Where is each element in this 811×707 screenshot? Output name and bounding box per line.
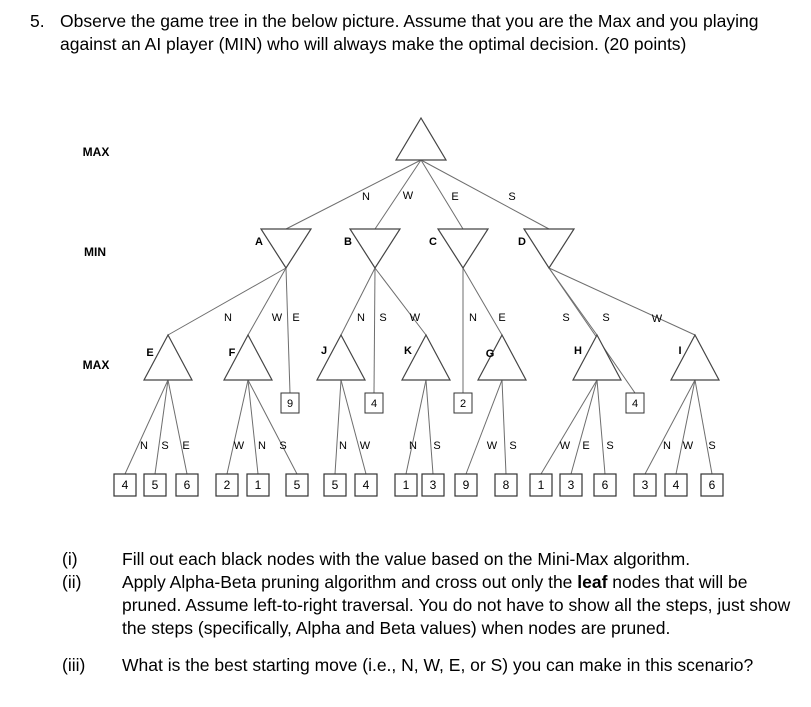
mid-leaf-value: 2 [459,398,467,410]
max-node-K [402,335,450,380]
min-move-label: W [271,312,283,324]
max-node-I [671,335,719,380]
max-move-label: N [140,440,148,452]
task-number-iii: (iii) [62,655,86,675]
min-move-label: N [224,312,232,324]
edge-max-leaf [597,380,605,474]
task-text-i: Fill out each black nodes with the value based on the Mini-Max algorithm. [122,549,691,569]
min-move-label: W [651,313,663,325]
leaf-value: 5 [151,478,159,492]
max-move-label: W [486,440,498,452]
max-move-label: N [258,440,266,452]
max-node-label: F [228,347,236,359]
task-text-ii-part1: Apply Alpha-Beta pruning algorithm and cross out only the [122,572,578,592]
edge-D-child [549,268,695,335]
leaf-value: 1 [254,478,262,492]
root-move-label: E [451,191,459,203]
edge-A-child [286,268,290,393]
root-move-label: S [508,191,516,203]
root-move-label: W [402,190,414,202]
edge-max-leaf [248,380,258,474]
leaf-value: 8 [502,478,510,492]
max-node-label: J [320,345,328,357]
leaf-value: 4 [672,478,680,492]
leaf-value: 2 [223,478,231,492]
max-move-label: N [409,440,417,452]
max-move-label: W [359,440,371,452]
max-node-H [573,335,621,380]
edge-max-leaf [571,380,597,474]
edge-A-child [168,268,286,335]
edge-root-A [286,160,421,229]
edge-max-leaf [168,380,190,474]
min-move-label: E [498,312,506,324]
min-node-C [438,229,488,268]
task-text-iii: What is the best starting move (i.e., N, W, E, or S) you can make in this scenario? [122,655,754,675]
min-node-label: B [344,236,352,248]
level-label-max-top: MAX [82,145,110,159]
leaf-value: 6 [183,478,191,492]
max-move-label: S [606,440,614,452]
leaf-value: 3 [567,478,575,492]
max-move-label: S [279,440,287,452]
edge-max-leaf [406,380,426,474]
min-node-label: D [518,236,526,248]
min-node-label: A [255,236,263,248]
edge-max-leaf [645,380,695,474]
max-move-label: S [509,440,517,452]
leaf-value: 4 [121,478,129,492]
max-move-label: N [663,440,671,452]
edge-max-leaf [426,380,433,474]
max-node-label: G [485,348,495,360]
edge-max-leaf [227,380,248,474]
edge-max-leaf [335,380,341,474]
level-label-max-mid: MAX [82,358,110,372]
root-move-label: N [362,191,370,203]
edge-B-child [341,268,375,335]
max-move-label: W [682,440,694,452]
min-move-label: N [357,312,365,324]
task-text-ii-bold: leaf [577,572,608,592]
leaf-value: 6 [708,478,716,492]
max-move-label: W [233,440,245,452]
edge-root-D [421,160,549,229]
question-text: Observe the game tree in the below picture. Assume that you are the Max and you playing against an AI player (MIN) who will always make the optimal decision. (20 points) [60,11,759,54]
max-move-label: S [161,440,169,452]
task-number-i: (i) [62,549,78,569]
task-text-ii-part2: nodes that will be pruned. Assume left-to-right traversal. You do not have to show all the steps, just show the steps (specifically, Alpha and Beta values) when nodes are pruned. [122,572,791,638]
max-node-label: K [404,345,412,357]
edge-max-leaf [541,380,597,474]
max-move-label: N [339,440,347,452]
edge-B-child [374,268,375,393]
edge-root-B [375,160,421,229]
root-max-node [396,118,446,160]
tree-nodes [114,118,723,496]
min-move-label: E [292,312,300,324]
min-node-label: C [429,236,437,248]
min-move-label: S [379,312,387,324]
max-move-label: W [559,440,571,452]
edge-max-leaf [341,380,366,474]
edge-B-child [375,268,426,335]
edge-max-leaf [695,380,712,474]
max-node-label: I [678,345,682,357]
leaf-value: 5 [331,478,339,492]
min-move-label: W [409,312,421,324]
leaf-value: 3 [429,478,437,492]
task-number-ii: (ii) [62,572,82,592]
max-node-label: H [574,345,582,357]
min-node-B [350,229,400,268]
leaf-value: 9 [462,478,470,492]
edge-max-leaf [676,380,695,474]
mid-leaf-value: 4 [631,398,639,410]
leaf-value: 5 [293,478,301,492]
min-move-label: S [602,312,610,324]
max-node-label: E [146,347,154,359]
max-move-label: S [708,440,716,452]
level-label-min: MIN [84,245,106,259]
edge-C-child [463,268,502,335]
max-node-J [317,335,365,380]
mid-leaf-value: 4 [370,398,378,410]
leaf-value: 6 [601,478,609,492]
max-move-label: S [433,440,441,452]
tree-labels [83,145,716,492]
question-number: 5. [30,11,45,31]
edge-A-child [248,268,286,335]
min-move-label: N [469,312,477,324]
edge-max-leaf [502,380,506,474]
max-move-label: E [182,440,190,452]
min-move-label: S [562,312,570,324]
min-node-D [524,229,574,268]
max-move-label: E [582,440,590,452]
mid-leaf-value: 9 [286,398,294,410]
leaf-value: 1 [402,478,410,492]
min-node-A [261,229,311,268]
leaf-value: 4 [362,478,370,492]
leaf-value: 1 [537,478,545,492]
leaf-value: 3 [641,478,649,492]
